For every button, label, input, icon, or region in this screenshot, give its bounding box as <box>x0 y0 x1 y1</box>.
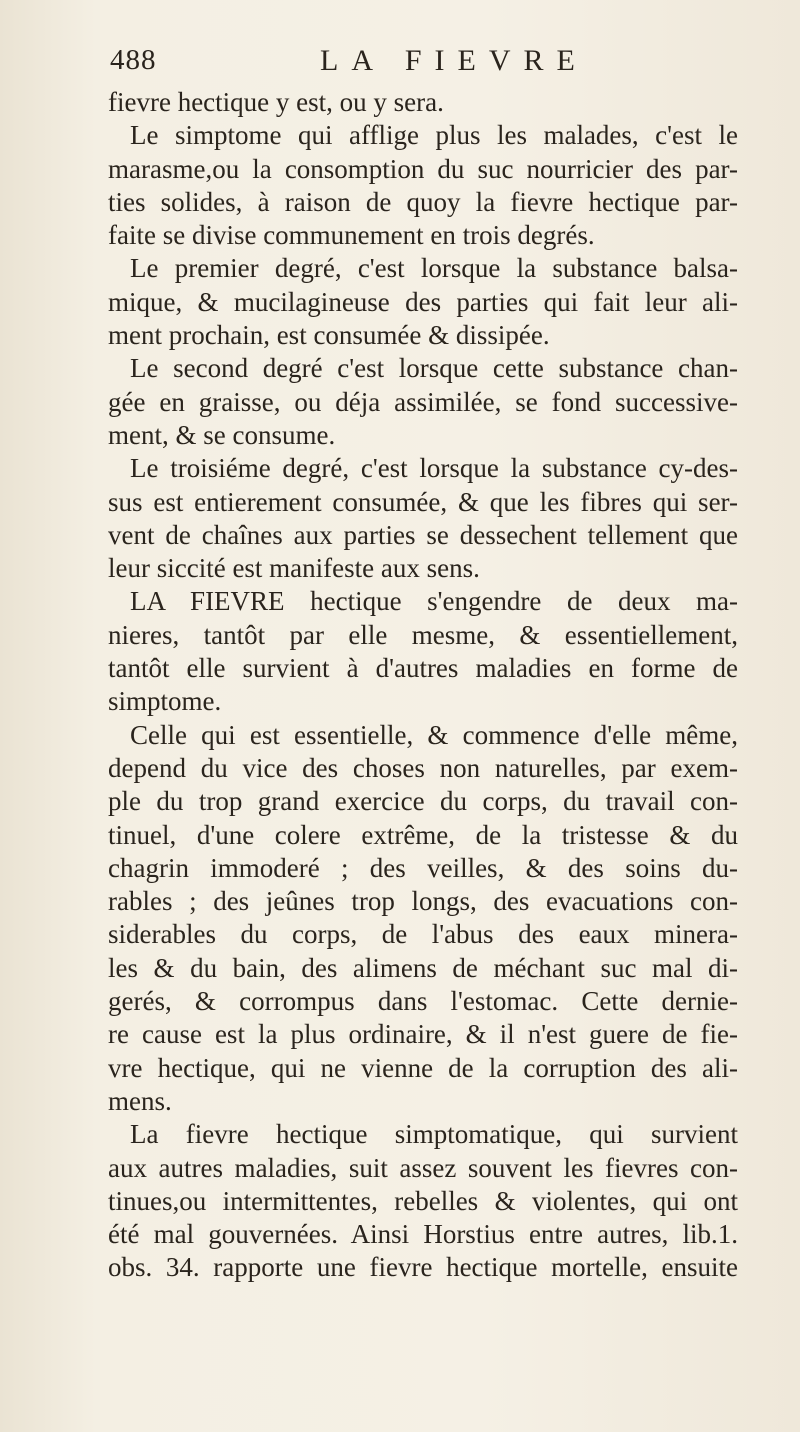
text-line: nieres, tantôt par elle mesme, & essentiellement, <box>108 619 738 650</box>
text-line: gerés, & corrompus dans l'estomac. Cette dernie- <box>108 986 738 1017</box>
text-line: vre hectique, qui ne vienne de la corruption des ali- <box>108 1052 738 1083</box>
text-line: siderables du corps, de l'abus des eaux minera- <box>108 919 738 950</box>
text-line: fievre hectique y est, ou y sera. <box>108 87 444 117</box>
text-line: Le simptome qui afflige plus les malades, c'est le <box>130 120 738 151</box>
text-line: mens. <box>108 1085 172 1116</box>
text-line: faite se divise communement en trois degrés. <box>108 220 595 251</box>
text-line: Celle qui est essentielle, & commence d'elle même, <box>130 719 738 750</box>
text-line: tinuel, d'une colere extrême, de la tristesse & du <box>108 819 738 850</box>
text-line: leur siccité est manifeste aux sens. <box>108 553 480 584</box>
text-line: tinues,ou intermittentes, rebelles & violentes, qui ont <box>108 1185 738 1216</box>
text-line: gée en graisse, ou déja assimilée, se fond successive- <box>108 386 738 417</box>
text-line: aux autres maladies, suit assez souvent les fievres con- <box>108 1152 738 1183</box>
running-title: LA FIEVRE <box>320 44 588 77</box>
text-line: les & du bain, des alimens de méchant suc mal di- <box>108 952 738 983</box>
text-line: LA FIEVRE hectique s'engendre de deux ma- <box>130 586 738 617</box>
body-text <box>108 86 738 1285</box>
text-line: La fievre hectique simptomatique, qui survient <box>130 1119 738 1150</box>
text-line: mique, & mucilagineuse des parties qui fait leur ali- <box>108 286 738 317</box>
text-line: depend du vice des choses non naturelles, par exem- <box>108 752 738 783</box>
text-line: vent de chaînes aux parties se dessechent tellement que <box>108 519 738 550</box>
text-line: simptome. <box>108 686 222 717</box>
text-line: Le premier degré, c'est lorsque la substance balsa- <box>130 253 738 284</box>
text-line: ties solides, à raison de quoy la fievre hectique par- <box>108 186 738 217</box>
text-line: ple du trop grand exercice du corps, du travail con- <box>108 786 738 817</box>
text-line: ment prochain, est consumée & dissipée. <box>108 320 550 351</box>
text-line: re cause est la plus ordinaire, & il n'est guere de fie- <box>108 1019 738 1050</box>
text-line: tantôt elle survient à d'autres maladies en forme de <box>108 653 738 684</box>
text-line: marasme,ou la consomption du suc nourricier des par- <box>108 153 738 184</box>
text-line: chagrin immoderé ; des veilles, & des soins du- <box>108 852 738 883</box>
text-line: rables ; des jeûnes trop longs, des evacuations con- <box>108 886 738 917</box>
text-line: été mal gouvernées. Ainsi Horstius entre autres, lib.1. <box>108 1219 738 1250</box>
text-line: Le second degré c'est lorsque cette substance chan- <box>130 353 738 384</box>
text-line: sus est entierement consumée, & que les fibres qui ser- <box>108 486 738 517</box>
text-line: ment, & se consume. <box>108 419 336 450</box>
text-line: obs. 34. rapporte une fievre hectique mortelle, ensuite <box>108 1252 738 1283</box>
text-line: Le troisiéme degré, c'est lorsque la substance cy-des- <box>130 453 738 484</box>
page-number: 488 <box>110 44 157 76</box>
